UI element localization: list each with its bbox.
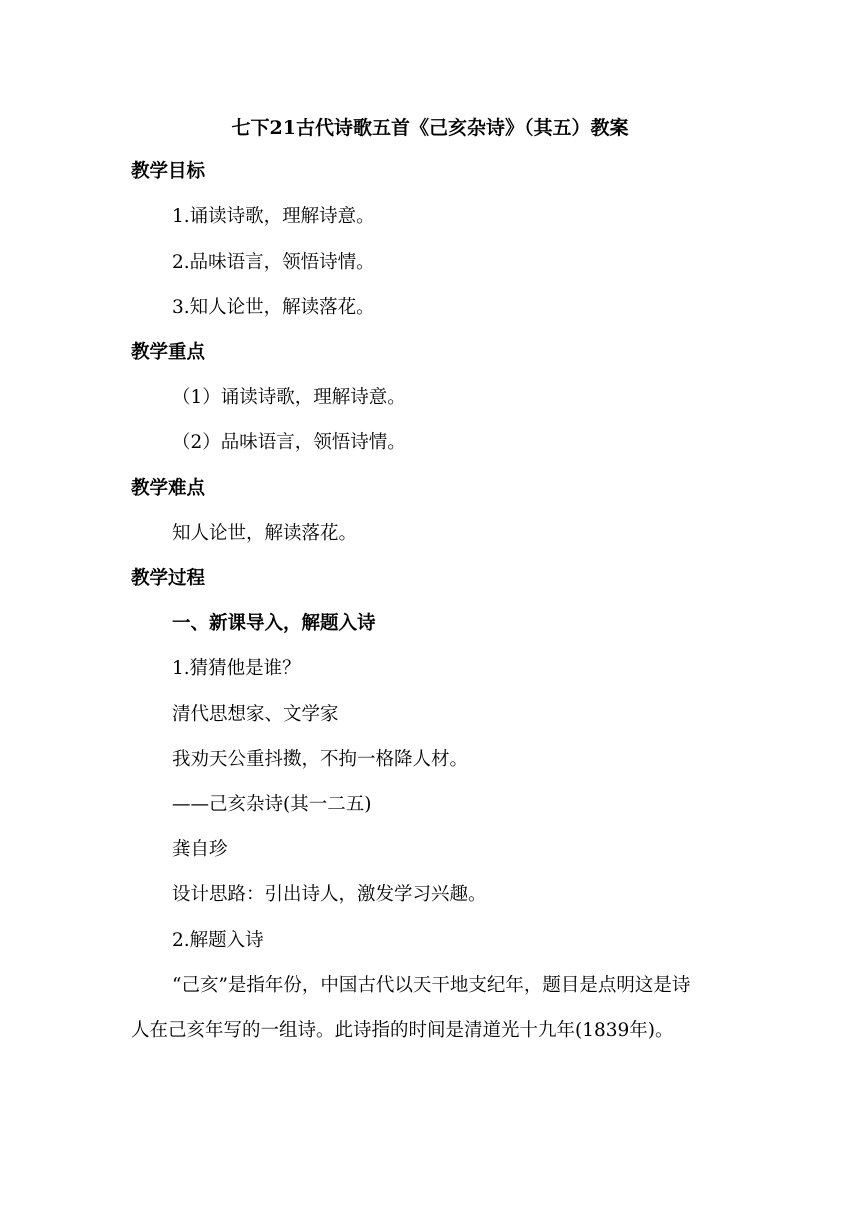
document-title: 七下21古代诗歌五首《己亥杂诗》（其五）教案 [231, 117, 629, 139]
objective-item: 2.品味语言，领悟诗情。 [172, 252, 375, 273]
section-line: ——己亥杂诗(其一二五) [172, 794, 372, 815]
paragraph-line: 人在己亥年写的一组诗。此诗指的时间是清道光十九年(1839年)。 [131, 1020, 674, 1041]
objective-item: 3.知人论世，解读落花。 [172, 297, 375, 318]
key-points-heading: 教学重点 [131, 342, 206, 363]
difficulties-heading: 教学难点 [131, 478, 206, 499]
section-line: 我劝天公重抖擞，不拘一格降人材。 [172, 749, 469, 770]
paragraph-line: “己亥”是指年份，中国古代以天干地支纪年，题目是点明这是诗 [172, 975, 691, 996]
objective-item: 1.诵读诗歌，理解诗意。 [172, 206, 375, 227]
key-point-item: （1）诵读诗歌，理解诗意。 [172, 387, 406, 408]
section-line: 设计思路：引出诗人，激发学习兴趣。 [172, 884, 487, 905]
section-heading: 一、新课导入，解题入诗 [172, 613, 376, 634]
section-line: 1.猜猜他是谁？ [172, 658, 301, 679]
objectives-heading: 教学目标 [131, 161, 206, 182]
process-heading: 教学过程 [131, 568, 206, 589]
difficulties-text: 知人论世，解读落花。 [172, 523, 358, 544]
key-point-item: （2）品味语言，领悟诗情。 [172, 432, 406, 453]
section-line: 龚自珍 [172, 839, 228, 860]
section-line: 清代思想家、文学家 [172, 704, 339, 725]
section-line: 2.解题入诗 [172, 930, 264, 951]
